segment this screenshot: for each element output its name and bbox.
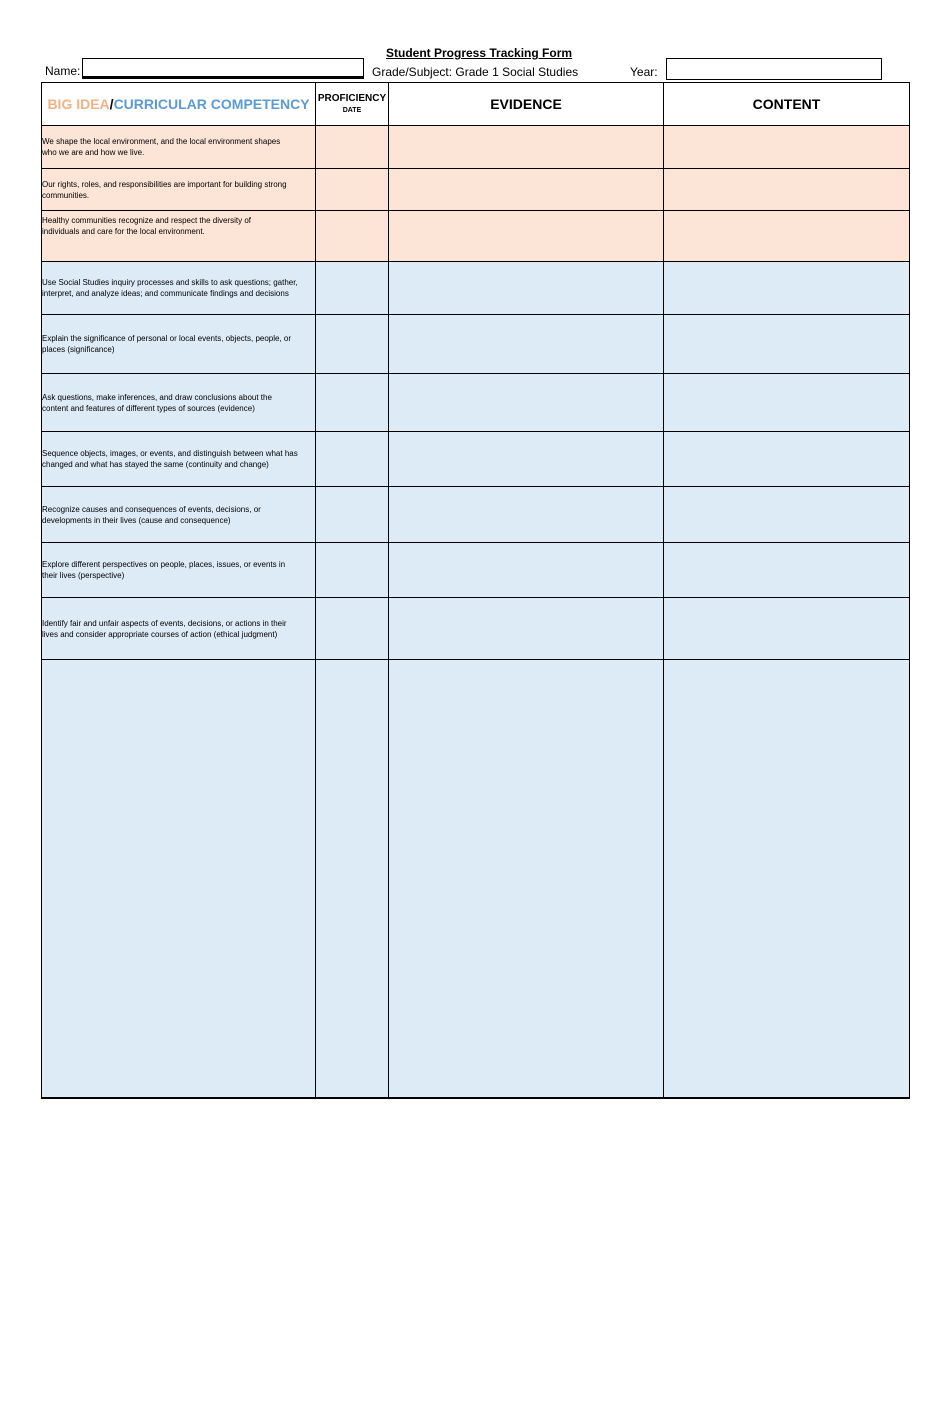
evidence-cell[interactable] (389, 262, 664, 315)
proficiency-date-cell[interactable] (316, 315, 389, 374)
evidence-cell[interactable] (389, 543, 664, 598)
header-proficiency: PROFICIENCY (317, 92, 387, 104)
content-cell[interactable] (664, 660, 910, 1098)
competency-text: Recognize causes and consequences of events, decisions, or developments in their lives (cause and consequence) (42, 487, 316, 543)
competency-row (42, 315, 910, 374)
evidence-cell[interactable] (389, 598, 664, 660)
year-label: Year: (630, 65, 658, 79)
competency-row (42, 598, 910, 660)
evidence-cell[interactable] (389, 487, 664, 543)
name-label: Name: (45, 64, 81, 78)
proficiency-date-cell[interactable] (316, 487, 389, 543)
competency-row (42, 262, 910, 315)
blank-competency-cell[interactable] (42, 660, 316, 1098)
competency-text: Use Social Studies inquiry processes and skills to ask questions; gather, interpret, and analyze ideas; and communicate findings and decisions (42, 262, 316, 315)
content-cell[interactable] (664, 487, 910, 543)
competency-text: Sequence objects, images, or events, and distinguish between what has changed and what has stayed the same (continuity and change) (42, 432, 316, 487)
progress-table (41, 82, 910, 1099)
grade-subject-label: Grade/Subject: Grade 1 Social Studies (372, 65, 579, 79)
proficiency-date-cell[interactable] (316, 262, 389, 315)
proficiency-date-cell[interactable] (316, 660, 389, 1098)
evidence-cell[interactable] (389, 432, 664, 487)
header-proficiency-date (316, 83, 389, 126)
competency-row (42, 432, 910, 487)
proficiency-date-cell[interactable] (316, 543, 389, 598)
competency-row (42, 374, 910, 432)
big-idea-text: Healthy communities recognize and respect the diversity of individuals and care for the local environment. (42, 211, 316, 262)
big-idea-text: Our rights, roles, and responsibilities are important for building strong communities. (42, 169, 316, 211)
content-cell[interactable] (664, 374, 910, 432)
evidence-cell[interactable] (389, 169, 664, 211)
evidence-cell[interactable] (389, 374, 664, 432)
big-idea-row (42, 126, 910, 169)
form-title: Student Progress Tracking Form (386, 46, 573, 60)
content-cell[interactable] (664, 126, 910, 169)
header-content: CONTENT (664, 83, 910, 126)
content-cell[interactable] (664, 432, 910, 487)
big-idea-row (42, 169, 910, 211)
competency-text: Explain the significance of personal or local events, objects, people, or places (significance) (42, 315, 316, 374)
evidence-cell[interactable] (389, 211, 664, 262)
big-idea-text: We shape the local environment, and the local environment shapes who we are and how we live. (42, 126, 316, 169)
content-cell[interactable] (664, 211, 910, 262)
evidence-cell[interactable] (389, 660, 664, 1098)
header-curricular-competency: CURRICULAR COMPETENCY (113, 96, 310, 112)
competency-row (42, 543, 910, 598)
proficiency-date-cell[interactable] (316, 432, 389, 487)
proficiency-date-cell[interactable] (316, 169, 389, 211)
header-big-idea: BIG IDEA (47, 96, 110, 112)
competency-row (42, 487, 910, 543)
header-slash: / (109, 96, 114, 112)
competency-text: Identify fair and unfair aspects of events, decisions, or actions in their lives and consider appropriate courses of action (ethical judgment) (42, 598, 316, 660)
blank-row (42, 660, 910, 1098)
name-input[interactable] (82, 58, 364, 79)
content-cell[interactable] (664, 543, 910, 598)
evidence-cell[interactable] (389, 126, 664, 169)
competency-text: Explore different perspectives on people, places, issues, or events in their lives (perspective) (42, 543, 316, 598)
competency-text: Ask questions, make inferences, and draw conclusions about the content and features of different types of sources (evidence) (42, 374, 316, 432)
big-idea-row (42, 211, 910, 262)
content-cell[interactable] (664, 169, 910, 211)
evidence-cell[interactable] (389, 315, 664, 374)
content-cell[interactable] (664, 315, 910, 374)
header-date: DATE (342, 106, 362, 114)
content-cell[interactable] (664, 262, 910, 315)
proficiency-date-cell[interactable] (316, 598, 389, 660)
proficiency-date-cell[interactable] (316, 374, 389, 432)
proficiency-date-cell[interactable] (316, 211, 389, 262)
content-cell[interactable] (664, 598, 910, 660)
header-row (42, 83, 910, 126)
header-evidence: EVIDENCE (389, 83, 664, 126)
year-input[interactable] (666, 58, 882, 80)
header-big-idea-competency (42, 83, 316, 126)
proficiency-date-cell[interactable] (316, 126, 389, 169)
